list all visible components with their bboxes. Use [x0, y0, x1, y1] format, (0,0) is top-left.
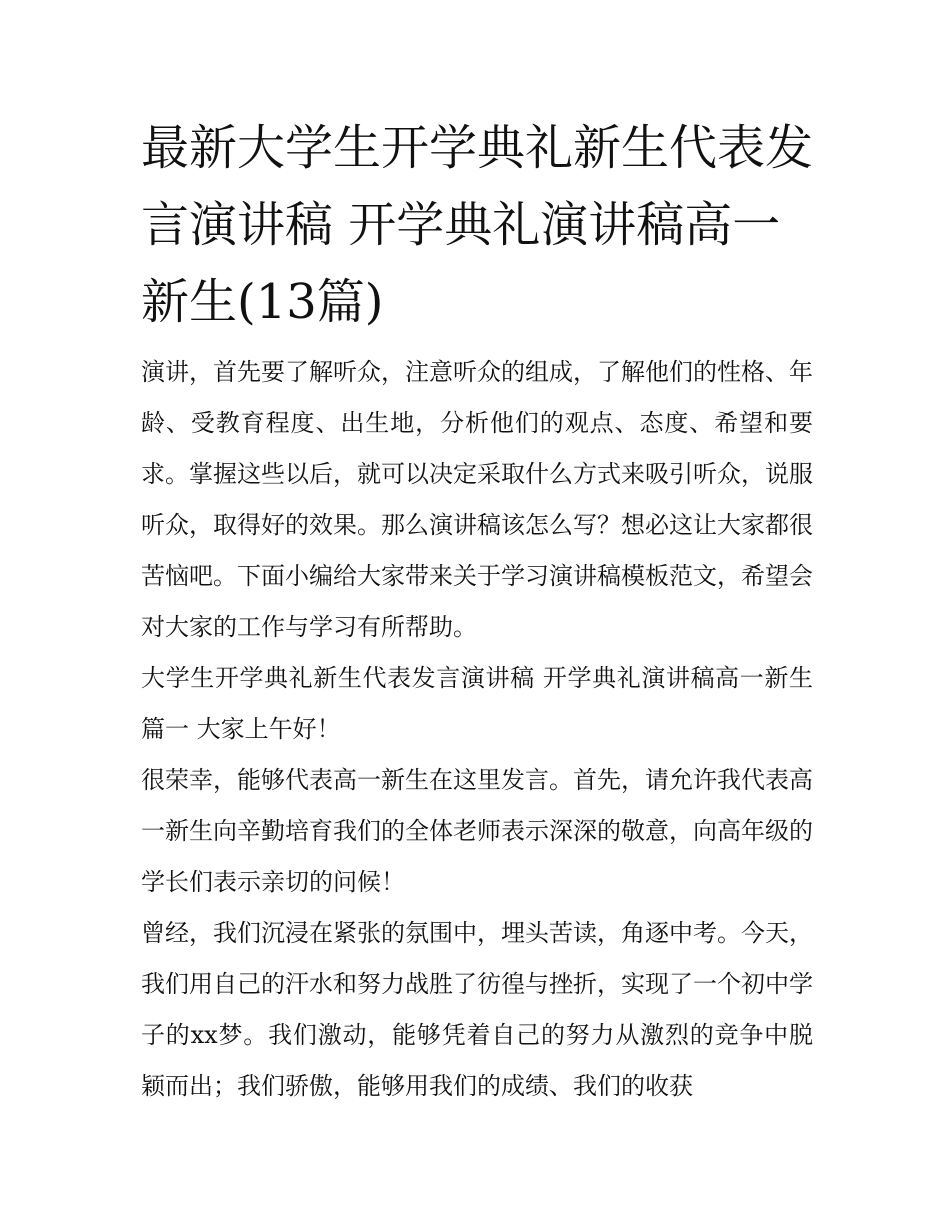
- paragraph-intro: 演讲，首先要了解听众，注意听众的组成，了解他们的性格、年龄、受教育程度、出生地，分析他们的观点、态度、希望和要求。掌握这些以后，就可以决定采取什么方式来吸引听众，说服听众，取得好的效果。那么演讲稿该怎么写？想必这让大家都很苦恼吧。下面小编给大家带来关于学习演讲稿模板范文，希望会对大家的工作与学习有所帮助。: [141, 358, 813, 641]
- document-title: 最新大学生开学典礼新生代表发言演讲稿 开学典礼演讲稿高一新生(13篇): [141, 120, 814, 330]
- paragraph-body: 曾经，我们沉浸在紧张的氛围中，埋头苦读，角逐中考。今天，我们用自己的汗水和努力战胜了彷徨与挫折，实现了一个初中学子的xx梦。我们激动，能够凭着自己的努力从激烈的竞争中脱颖而出；我们骄傲，能够用我们的成绩、我们的收获: [141, 919, 813, 1100]
- document-content: [141, 110, 813, 1112]
- paragraph-section-heading: 大学生开学典礼新生代表发言演讲稿 开学典礼演讲稿高一新生篇一 大家上午好！: [141, 664, 813, 743]
- paragraph-greeting: 很荣幸，能够代表高一新生在这里发言。首先，请允许我代表高一新生向辛勤培育我们的全体老师表示深深的敬意，向高年级的学长们表示亲切的问候！: [141, 766, 813, 896]
